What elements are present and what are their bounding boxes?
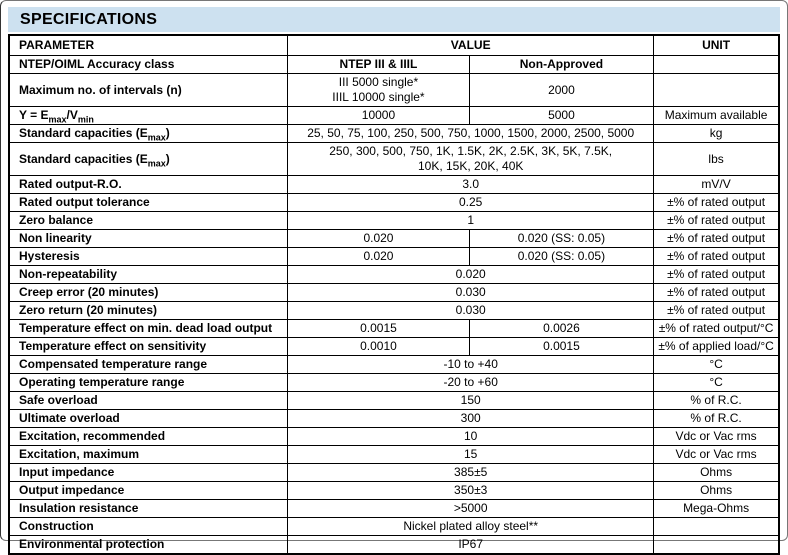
value-cell-non-approved: Non-Approved	[469, 56, 653, 74]
table-row	[9, 338, 779, 356]
parameter-cell: Excitation, recommended	[9, 428, 288, 446]
unit-cell: ±% of rated output	[654, 284, 779, 302]
parameter-cell: Rated output-R.O.	[9, 176, 288, 194]
page-title: SPECIFICATIONS	[20, 10, 158, 28]
parameter-cell: Excitation, maximum	[9, 446, 288, 464]
unit-cell: Ohms	[654, 464, 779, 482]
parameter-cell: Temperature effect on min. dead load output	[9, 320, 288, 338]
spec-table-body	[9, 56, 779, 555]
table-row	[9, 176, 779, 194]
value-cell-ntep: 0.020	[288, 248, 469, 266]
value-cell-span: 0.030	[288, 302, 654, 320]
specifications-table	[8, 34, 780, 555]
table-row	[9, 464, 779, 482]
unit-cell: ±% of rated output	[654, 230, 779, 248]
unit-cell: ±% of rated output	[654, 248, 779, 266]
value-cell-non-approved: 0.0015	[469, 338, 653, 356]
unit-cell: ±% of applied load/°C	[654, 338, 779, 356]
table-row	[9, 428, 779, 446]
value-cell-span: IP67	[288, 536, 654, 555]
value-cell-non-approved: 0.020 (SS: 0.05)	[469, 230, 653, 248]
value-cell-span: 0.030	[288, 284, 654, 302]
parameter-cell: Standard capacities $(E_{max})$	[9, 143, 288, 176]
parameter-cell: Construction	[9, 518, 288, 536]
table-header-row	[9, 35, 779, 56]
unit-cell: Mega-Ohms	[654, 500, 779, 518]
parameter-cell: Non linearity	[9, 230, 288, 248]
unit-cell: Maximum available	[654, 107, 779, 125]
column-header-parameter: PARAMETER	[9, 35, 288, 56]
table-row	[9, 266, 779, 284]
unit-cell: ±% of rated output	[654, 302, 779, 320]
parameter-cell: Creep error (20 minutes)	[9, 284, 288, 302]
value-cell-non-approved: 0.020 (SS: 0.05)	[469, 248, 653, 266]
parameter-cell: Insulation resistance	[9, 500, 288, 518]
value-cell-ntep: III 5000 single* IIIL 10000 single*	[288, 74, 469, 107]
table-row	[9, 194, 779, 212]
unit-cell: ±% of rated output	[654, 194, 779, 212]
parameter-cell: Compensated temperature range	[9, 356, 288, 374]
value-cell-span: 385±5	[288, 464, 654, 482]
parameter-cell: Output impedance	[9, 482, 288, 500]
value-cell-span: 250, 300, 500, 750, 1K, 1.5K, 2K, 2.5K, 3K, 5K, 7.5K, 10K, 15K, 20K, 40K	[288, 143, 654, 176]
table-row	[9, 74, 779, 107]
parameter-cell: Zero balance	[9, 212, 288, 230]
parameter-cell: Hysteresis	[9, 248, 288, 266]
unit-cell: kg	[654, 125, 779, 143]
parameter-cell: Operating temperature range	[9, 374, 288, 392]
table-row	[9, 446, 779, 464]
value-cell-span: >5000	[288, 500, 654, 518]
parameter-cell: Input impedance	[9, 464, 288, 482]
value-cell-span: 10	[288, 428, 654, 446]
table-row	[9, 284, 779, 302]
value-cell-non-approved: 2000	[469, 74, 653, 107]
unit-cell: lbs	[654, 143, 779, 176]
column-header-value: VALUE	[288, 35, 654, 56]
unit-cell	[654, 536, 779, 555]
parameter-cell: Rated output tolerance	[9, 194, 288, 212]
table-row	[9, 320, 779, 338]
value-cell-non-approved: 5000	[469, 107, 653, 125]
value-cell-span: -20 to +60	[288, 374, 654, 392]
parameter-cell: NTEP/OIML Accuracy class	[9, 56, 288, 74]
value-cell-span: 0.25	[288, 194, 654, 212]
parameter-cell: Environmental protection	[9, 536, 288, 555]
table-row	[9, 392, 779, 410]
value-cell-span: 300	[288, 410, 654, 428]
unit-cell: % of R.C.	[654, 410, 779, 428]
value-cell-span: 350±3	[288, 482, 654, 500]
unit-cell: ±% of rated output	[654, 266, 779, 284]
table-row	[9, 518, 779, 536]
unit-cell: ±% of rated output	[654, 212, 779, 230]
value-cell-span: 25, 50, 75, 100, 250, 500, 750, 1000, 1500, 2000, 2500, 5000	[288, 125, 654, 143]
table-row	[9, 482, 779, 500]
value-cell-ntep: 10000	[288, 107, 469, 125]
unit-cell: °C	[654, 374, 779, 392]
unit-cell: °C	[654, 356, 779, 374]
unit-cell: % of R.C.	[654, 392, 779, 410]
unit-cell: mV/V	[654, 176, 779, 194]
value-cell-non-approved: 0.0026	[469, 320, 653, 338]
value-cell-span: 0.020	[288, 266, 654, 284]
value-cell-ntep: 0.020	[288, 230, 469, 248]
value-cell-span: 150	[288, 392, 654, 410]
value-cell-ntep: 0.0010	[288, 338, 469, 356]
parameter-cell: $Y = E_{max}/V_{min}$	[9, 107, 288, 125]
table-row	[9, 230, 779, 248]
value-cell-span: 15	[288, 446, 654, 464]
unit-cell: ±% of rated output/°C	[654, 320, 779, 338]
parameter-cell: Ultimate overload	[9, 410, 288, 428]
table-row	[9, 500, 779, 518]
parameter-cell: Maximum no. of intervals (n)	[9, 74, 288, 107]
unit-cell	[654, 74, 779, 107]
value-cell-span: 1	[288, 212, 654, 230]
value-cell-span: -10 to +40	[288, 356, 654, 374]
parameter-cell: Safe overload	[9, 392, 288, 410]
unit-cell: Vdc or Vac rms	[654, 446, 779, 464]
table-row	[9, 536, 779, 555]
value-cell-span: Nickel plated alloy steel**	[288, 518, 654, 536]
value-cell-ntep: 0.0015	[288, 320, 469, 338]
unit-cell: Vdc or Vac rms	[654, 428, 779, 446]
table-row	[9, 56, 779, 74]
value-cell-ntep: NTEP III & IIIL	[288, 56, 469, 74]
table-row	[9, 374, 779, 392]
parameter-cell: Standard capacities $(E_{max})$	[9, 125, 288, 143]
table-row	[9, 248, 779, 266]
unit-cell	[654, 518, 779, 536]
parameter-cell: Zero return (20 minutes)	[9, 302, 288, 320]
parameter-cell: Temperature effect on sensitivity	[9, 338, 288, 356]
table-row	[9, 125, 779, 143]
parameter-cell: Non-repeatability	[9, 266, 288, 284]
table-row	[9, 356, 779, 374]
table-row	[9, 410, 779, 428]
unit-cell: Ohms	[654, 482, 779, 500]
table-row	[9, 107, 779, 125]
value-cell-span: 3.0	[288, 176, 654, 194]
unit-cell	[654, 56, 779, 74]
column-header-unit: UNIT	[654, 35, 779, 56]
table-row	[9, 302, 779, 320]
table-row	[9, 212, 779, 230]
title-band	[8, 7, 780, 32]
table-row	[9, 143, 779, 176]
